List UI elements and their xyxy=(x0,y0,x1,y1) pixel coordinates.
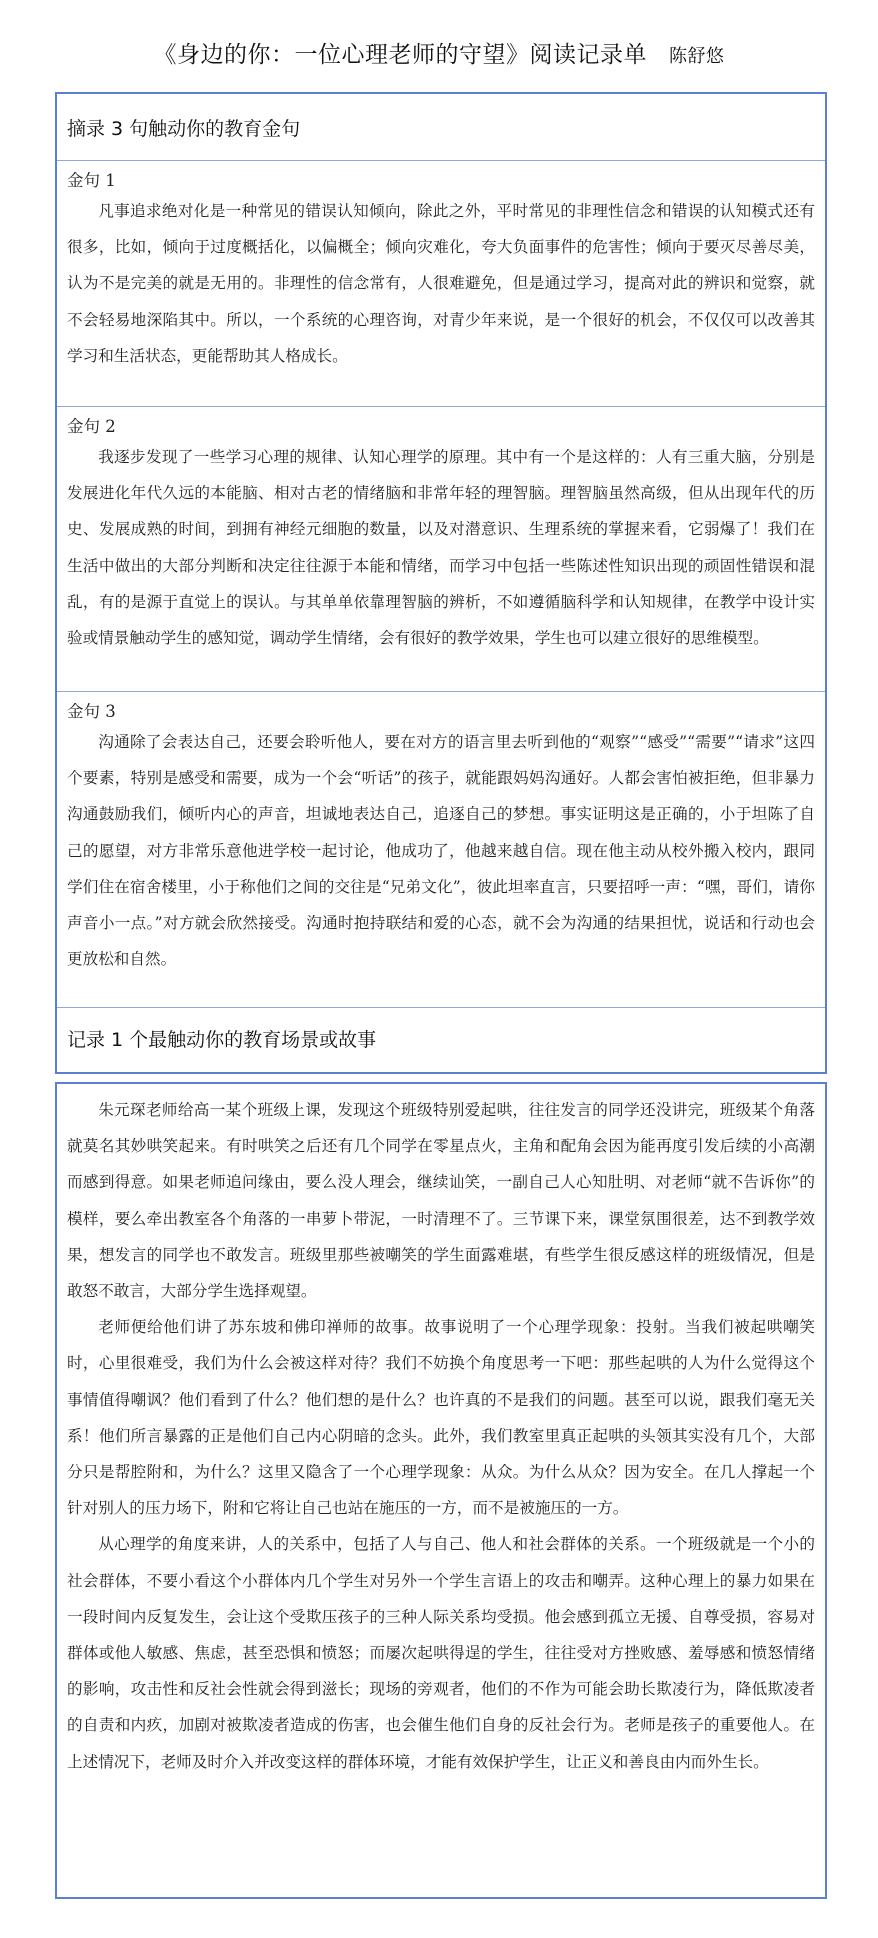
document-title: 《身边的你：一位心理老师的守望》阅读记录单 xyxy=(153,42,647,68)
quotes-section-heading: 摘录 3 句触动你的教育金句 xyxy=(67,117,301,140)
quote-label: 金句 1 xyxy=(67,171,116,190)
quote-text: 凡事追求绝对化是一种常见的错误认知倾向，除此之外，平时常见的非理性信念和错误的认知模式还有很多，比如，倾向于过度概括化，以偏概全；倾向灾难化，夸大负面事件的危害性；倾向于要灭尽善尽美，认为不是完美的就是无用的。非理性的信念常有，人很难避免，但是通过学习，提高对此的辨识和觉察，就不会轻易地深陷其中。所以，一个系统的心理咨询，对青少年来说，是一个很好的机会，不仅仅可以改善其学习和生活状态，更能帮助其人格成长。 xyxy=(67,202,815,365)
quote-cell-3 xyxy=(57,691,825,1007)
story-paragraph: 朱元琛老师给高一某个班级上课，发现这个班级特别爱起哄，往往发言的同学还没讲完，班级某个角落就莫名其妙哄笑起来。有时哄笑之后还有几个同学在零星点火，主角和配角会因为能再度引发后续的小高潮而感到得意。如果老师追问缘由，要么没人理会，继续讪笑，一副自己人心知肚明、对老师“就不告诉你”的模样，要么牵出教室各个角落的一串萝卜带泥，一时清理不了。三节课下来，课堂氛围很差，达不到教学效果，想发言的同学也不敢发言。班级里那些被嘲笑的学生面露难堪，有些学生很反感这样的班级情况，但是敢怒不敢言，大部分学生选择观望。 xyxy=(67,1101,815,1301)
story-paragraph: 从心理学的角度来讲，人的关系中，包括了人与自己、他人和社会群体的关系。一个班级就是一个小的社会群体，不要小看这个小群体内几个学生对另外一个学生言语上的攻击和嘲弄。这种心理上的暴力如果在一段时间内反复发生，会让这个受欺压孩子的三种人际关系均受损。他会感到孤立无援、自尊受损，容易对群体或他人敏感、焦虑，甚至恐惧和愤怒；而屡次起哄得逞的学生，往往受对方挫败感、羞辱感和愤怒情绪的影响，攻击性和反社会性就会得到滋长；现场的旁观者，他们的不作为可能会助长欺凌行为，降低欺凌者的自责和内疚，加剧对被欺凌者造成的伤害，也会催生他们自身的反社会行为。老师是孩子的重要他人。在上述情况下，老师及时介入并改变这样的群体环境，才能有效保护学生，让正义和善良由内而外生长。 xyxy=(67,1535,815,1771)
quotes-table xyxy=(55,92,827,1074)
story-table xyxy=(55,1082,827,1899)
page-title xyxy=(0,36,878,69)
quote-cell-2 xyxy=(57,406,825,691)
author-name: 陈舒悠 xyxy=(669,46,725,67)
quote-text: 我逐步发现了一些学习心理的规律、认知心理学的原理。其中有一个是这样的：人有三重大脑，分别是发展进化年代久远的本能脑、相对古老的情绪脑和非常年轻的理智脑。理智脑虽然高级，但从出现年代的历史、发展成熟的时间，到拥有神经元细胞的数量，以及对潜意识、生理系统的掌握来看，它弱爆了！我们在生活中做出的大部分判断和决定往往源于本能和情绪，而学习中包括一些陈述性知识出现的顽固性错误和混乱，有的是源于直觉上的误认。与其单单依靠理智脑的辨析，不如遵循脑科学和认知规律，在教学中设计实验或情景触动学生的感知觉，调动学生情绪，会有很好的教学效果，学生也可以建立很好的思维模型。 xyxy=(67,448,815,648)
story-section-heading: 记录 1 个最触动你的教育场景或故事 xyxy=(57,1007,825,1069)
quote-label: 金句 2 xyxy=(67,417,116,436)
story-paragraph: 老师便给他们讲了苏东坡和佛印禅师的故事。故事说明了一个心理学现象：投射。当我们被起哄嘲笑时，心里很难受，我们为什么会被这样对待？我们不妨换个角度思考一下吧：那些起哄的人为什么觉得这个事情值得嘲讽？他们看到了什么？他们想的是什么？也许真的不是我们的问题。甚至可以说，跟我们毫无关系！他们所言暴露的正是他们自己内心阴暗的念头。此外，我们教室里真正起哄的头领其实没有几个，大部分只是帮腔附和，为什么？这里又隐含了一个心理学现象：从众。为什么从众？因为安全。在几人撑起一个针对别人的压力场下，附和它将让自己也站在施压的一方，而不是被施压的一方。 xyxy=(67,1318,815,1518)
quote-text: 沟通除了会表达自己，还要会聆听他人，要在对方的语言里去听到他的“观察”“感受”“需要”“请求”这四个要素，特别是感受和需要，成为一个会“听话”的孩子，就能跟妈妈沟通好。人都会害怕被拒绝，但非暴力沟通鼓励我们，倾听内心的声音，坦诚地表达自己，追逐自己的梦想。事实证明这是正确的，小于坦陈了自己的愿望，对方非常乐意他进学校一起讨论，他成功了，他越来越自信。现在他主动从校外搬入校内，跟同学们住在宿舍楼里，小于称他们之间的交往是“兄弟文化”，彼此坦率直言，只要招呼一声：“嘿，哥们，请你声音小一点。”对方就会欣然接受。沟通时抱持联结和爱的心态，就不会为沟通的结果担忧，说话和行动也会更放松和自然。 xyxy=(67,733,815,969)
quote-label: 金句 3 xyxy=(67,702,116,721)
quote-cell-1 xyxy=(57,160,825,406)
story-cell xyxy=(57,1084,825,1780)
